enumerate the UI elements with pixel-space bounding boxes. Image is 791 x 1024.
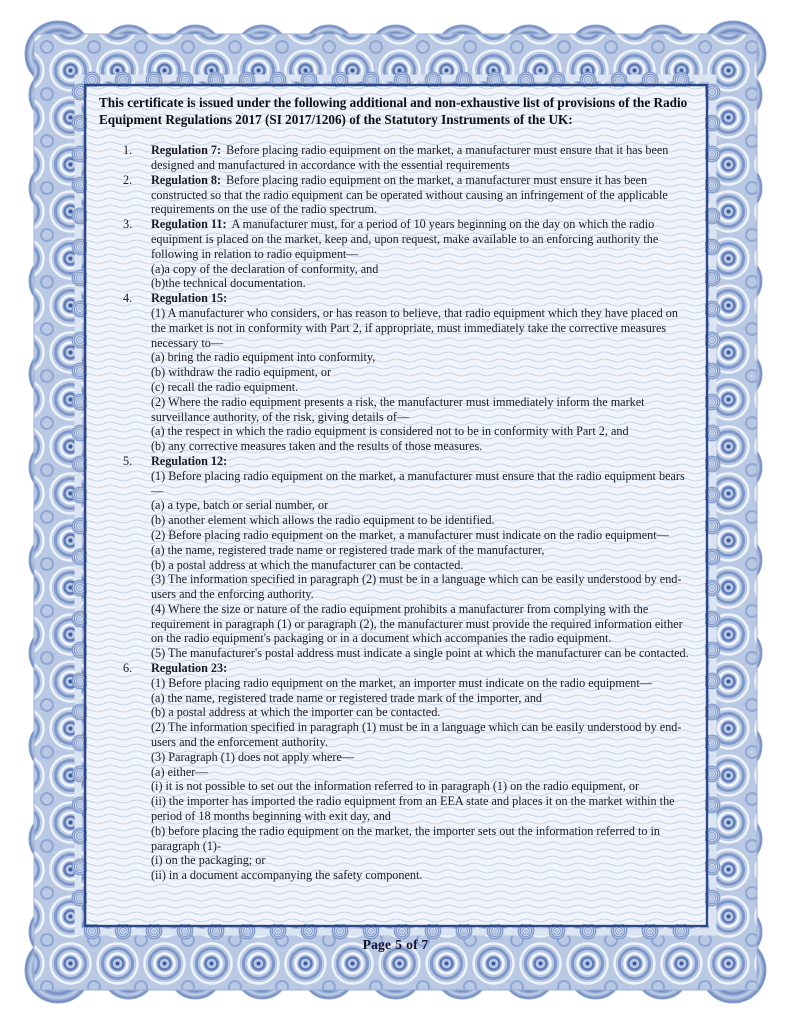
regulation-text: Before placing radio equipment on the market, a manufacturer must ensure it has been constructed so that the radio equipment can be operated without causing an infringement of the applicable requirements on the use of the radio spectrum. [151,172,668,217]
regulation-line: (4) Where the size or nature of the radio equipment prohibits a manufacturer from complying with the requirement in paragraph (1) or paragraph (2), the manufacturer must provide the required information either on the radio equipment's packaging or in a document which accompanies the radio equipment. [151,601,683,646]
regulation-line: (b) any corrective measures taken and the results of those measures. [151,439,483,454]
regulation-title: Regulation 8: [151,172,222,187]
regulation-line: (a) either— [151,764,208,779]
regulation-item [99,661,694,883]
regulation-line: (b) another element which allows the radio equipment to be identified. [151,513,495,528]
regulation-item [99,173,694,217]
regulation-body [151,173,694,217]
regulation-sublines [151,469,694,661]
regulation-line: (2) The information specified in paragraph (1) must be in a language which can be easily understood by end-users and the enforcement authority. [151,720,682,750]
regulation-line: (1) Before placing radio equipment on the market, an importer must indicate on the radio equipment— [151,675,652,690]
regulation-number: 3. [123,217,133,232]
page-number: 5 [395,937,403,952]
regulation-sublines [151,262,694,292]
regulation-list [99,143,694,883]
regulation-text: A manufacturer must, for a period of 10 years beginning on the day on which the radio equipment is placed on the market, keep and, upon request, make available to an enforcing authority the following in relation to radio equipment— [151,217,659,261]
regulation-number: 4. [123,291,133,306]
regulation-number: 2. [123,172,133,187]
regulation-body [151,217,694,291]
regulation-line: (b) a postal address at which the importer can be contacted. [151,705,441,720]
regulation-line: (a) the respect in which the radio equipment is considered not to be in conformity with Part 2, and [151,424,629,439]
regulation-line: (a) a type, batch or serial number, or [151,498,329,513]
regulation-item [99,291,694,454]
regulation-line: (a) the name, registered trade name or registered trade mark of the importer, and [151,690,543,705]
regulation-line: (a) the name, registered trade name or registered trade mark of the manufacturer, [151,542,545,557]
regulation-line: (b) before placing the radio equipment on the market, the importer sets out the information referred to in paragraph (1)- [151,823,660,853]
regulation-body [151,143,694,173]
regulation-line: (5) The manufacturer's postal address must indicate a single point at which the manufacturer can be contacted. [151,646,689,661]
page-footer [0,937,791,953]
page-footer-prefix: Page [362,937,392,952]
regulation-item [99,217,694,291]
regulation-line: (b) a postal address at which the manufacturer can be contacted. [151,557,464,572]
regulation-line: (i) on the packaging; or [151,853,266,868]
regulation-line: (b) withdraw the radio equipment, or [151,365,332,380]
regulation-line: (1) Before placing radio equipment on the market, a manufacturer must ensure that the radio equipment bears— [151,468,685,498]
regulation-line: (2) Where the radio equipment presents a risk, the manufacturer must immediately inform the market surveillance authority, of the risk, giving details of— [151,394,645,424]
regulation-item [99,143,694,173]
regulation-body [151,291,694,454]
regulation-sublines [151,676,694,883]
regulation-body [151,454,694,661]
regulation-line: (b)the technical documentation. [151,276,306,291]
regulation-number: 5. [123,453,133,468]
regulation-line: (a)a copy of the declaration of conformity, and [151,261,379,276]
regulation-number: 6. [123,661,133,676]
regulation-item [99,454,694,661]
certificate-content [85,85,707,926]
regulation-title: Regulation 12: [151,453,228,468]
regulation-title: Regulation 15: [151,291,228,306]
regulation-title: Regulation 7: [151,143,222,158]
certificate-statement: This certificate is issued under the following additional and non-exhaustive list of provisions of the Radio Equipment Regulations 2017 (SI 2017/1206) of the Statutory Instruments of the UK: [99,95,688,127]
regulation-sublines [151,306,694,454]
regulation-line: (c) recall the radio equipment. [151,379,299,394]
regulation-title: Regulation 11: [151,217,227,232]
regulation-line: (ii) the importer has imported the radio equipment from an EEA state and places it on the market within the period of 18 months beginning with exit day, and [151,794,675,824]
regulation-line: (i) it is not possible to set out the information referred to in paragraph (1) on the radio equipment, or [151,779,640,794]
regulation-line: (2) Before placing radio equipment on the market, a manufacturer must indicate on the radio equipment— [151,527,669,542]
regulation-line: (3) Paragraph (1) does not apply where— [151,749,355,764]
regulation-title: Regulation 23: [151,661,228,676]
regulation-number: 1. [123,143,133,158]
regulation-line: (1) A manufacturer who considers, or has reason to believe, that radio equipment which they have placed on the market is not in conformity with Part 2, if appropriate, must immediately take the corrective measures necessary to— [151,305,678,350]
regulation-line: (3) The information specified in paragraph (2) must be in a language which can be easily understood by end-users and the enforcing authority. [151,572,682,602]
page-footer-suffix: of 7 [406,937,429,952]
regulation-line: (ii) in a document accompanying the safety component. [151,868,423,883]
regulation-line: (a) bring the radio equipment into conformity, [151,350,376,365]
regulation-text: Before placing radio equipment on the market, a manufacturer must ensure that it has been designed and manufactured in accordance with the essential requirements [151,143,669,172]
regulation-body [151,661,694,883]
